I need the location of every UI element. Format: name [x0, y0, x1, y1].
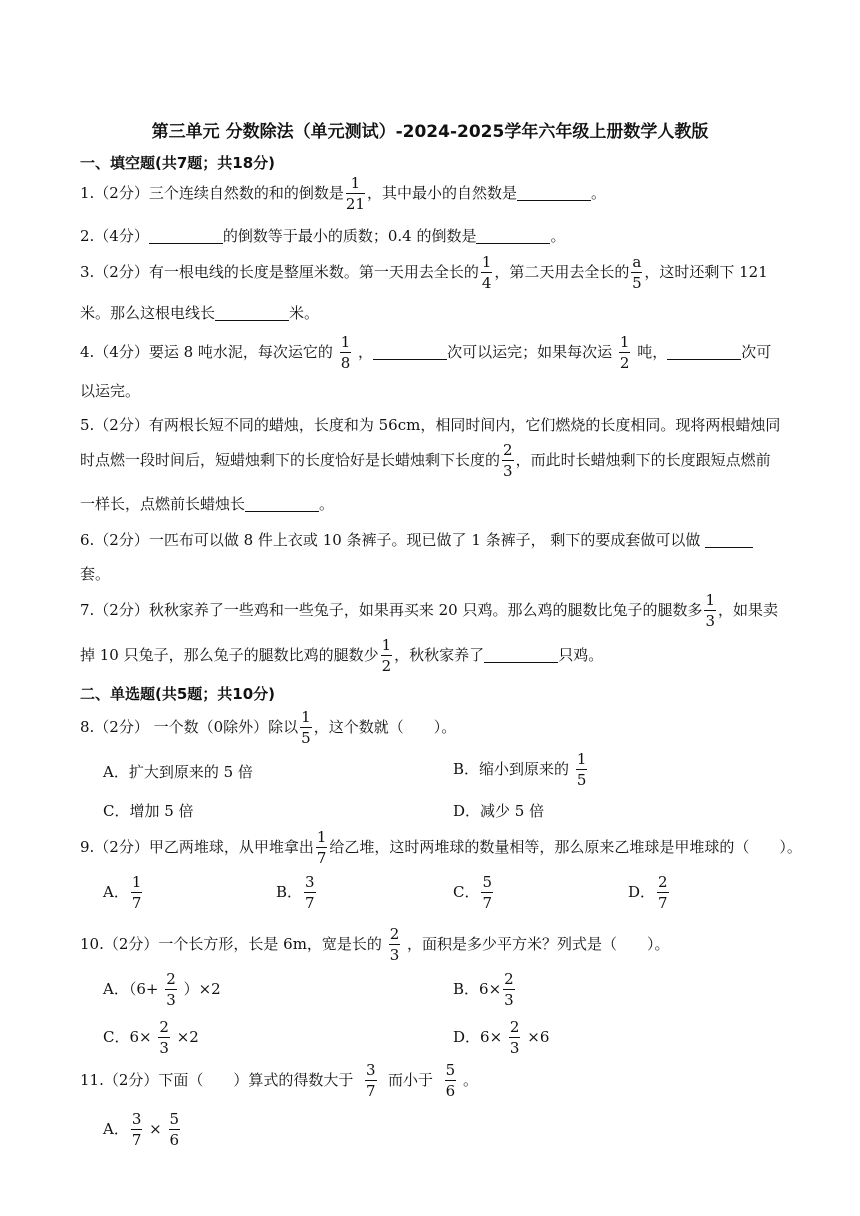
option-b[interactable]: B． $\frac{3}{7}$	[276, 873, 315, 912]
fraction: $\frac{3}{7}$	[131, 1110, 142, 1149]
fraction: $\frac{5}{7}$	[482, 873, 493, 912]
answer-blank[interactable]	[245, 495, 319, 512]
fraction: $\frac{2}{3}$	[504, 970, 514, 1009]
option-a[interactable]: A．扩大到原来的 5 倍	[103, 763, 253, 781]
fraction: $\frac{1}{7}$	[131, 873, 142, 912]
question-9: 9.（2分）甲乙两堆球，从甲堆拿出 $\frac{1}{7}$ 给乙堆，这时两堆球的数量相等，那么原来乙堆球是甲堆球的（ ）。	[80, 828, 802, 867]
fraction: $\frac{5}{6}$	[169, 1110, 180, 1149]
option-a[interactable]: A．（6+ $\frac{2}{3}$ ）×2	[103, 970, 221, 1009]
fraction: $\frac{2}{3}$	[159, 1018, 169, 1057]
fraction: $\frac{2}{3}$	[503, 441, 513, 480]
question-4-line-2: 以运完。	[80, 382, 141, 400]
question-1: 1.（2分）三个连续自然数的和的倒数是 $\frac{1}{21}$ ，其中最小的自然数是 。	[80, 174, 606, 213]
option-d[interactable]: D．减少 5 倍	[453, 802, 545, 820]
fraction: $\frac{5}{6}$	[445, 1061, 456, 1100]
question-4: 4.（4分）要运 8 吨水泥，每次运它的 $\frac{1}{8}$ ， 次可以运完；如果每次运 $\frac{1}{2}$ 吨， 次可	[80, 333, 772, 372]
fraction: $\frac{2}{3}$	[166, 970, 176, 1009]
answer-blank[interactable]	[215, 304, 289, 321]
answer-blank[interactable]	[667, 343, 741, 360]
option-c[interactable]: C． $\frac{5}{7}$	[453, 873, 493, 912]
question-5-line-2: 时点燃一段时间后，短蜡烛剩下的长度恰好是长蜡烛剩下长度的 $\frac{2}{3}$ ，而此时长蜡烛剩下的长度跟短点燃前	[80, 441, 771, 480]
answer-blank[interactable]	[484, 646, 558, 663]
option-b[interactable]: B．缩小到原来的 $\frac{1}{5}$	[453, 750, 587, 789]
fraction: $\frac{1}{5}$	[301, 708, 311, 747]
answer-blank[interactable]	[373, 343, 447, 360]
option-b[interactable]: B．6× $\frac{2}{3}$	[453, 970, 514, 1009]
question-6: 6.（2分）一匹布可以做 8 件上衣或 10 条裤子。现已做了 1 条裤子， 剩下的要成套做可以做	[80, 530, 810, 550]
answer-blank[interactable]	[149, 227, 223, 244]
page-title: 第三单元 分数除法（单元测试）-2024-2025学年六年级上册数学人教版	[151, 122, 709, 142]
option-c[interactable]: C．6× $\frac{2}{3}$ ×2	[103, 1018, 199, 1057]
fraction: $\frac{1}{7}$	[316, 828, 327, 867]
fraction: $\frac{1}{4}$	[481, 253, 492, 292]
option-d[interactable]: D．6× $\frac{2}{3}$ ×6	[453, 1018, 550, 1057]
question-3-line-2: 米。那么这根电线长 米。	[80, 304, 320, 322]
answer-blank[interactable]	[705, 531, 753, 548]
fraction: $\frac{1}{21}$	[345, 174, 365, 213]
fraction: $\frac{1}{8}$	[340, 333, 351, 372]
question-5: 5.（2分）有两根长短不同的蜡烛，长度和为 56cm，相同时间内，它们燃烧的长度相同。现将两根蜡烛同	[80, 416, 781, 434]
section-single-choice-heading: 二、单选题(共5题；共10分)	[80, 685, 276, 703]
question-10: 10.（2分）一个长方形，长是 6m，宽是长的 $\frac{2}{3}$ ，面积是多少平方米？列式是（ ）。	[80, 925, 670, 964]
option-a[interactable]: A． $\frac{3}{7}$ × $\frac{5}{6}$	[103, 1110, 180, 1149]
question-8: 8.（2分） 一个数（0除外）除以 $\frac{1}{5}$ ，这个数就（ ）。	[80, 708, 457, 747]
question-7-line-2: 掉 10 只兔子，那么兔子的腿数比鸡的腿数少 $\frac{1}{2}$ ，秋秋家养了 只鸡。	[80, 636, 604, 675]
fraction: $\frac{1}{5}$	[576, 750, 587, 789]
fraction: $\frac{1}{2}$	[619, 333, 630, 372]
question-7: 7.（2分）秋秋家养了一些鸡和一些兔子，如果再买来 20 只鸡。那么鸡的腿数比兔子的腿数多 $\frac{1}{3}$ ，如果卖	[80, 591, 779, 630]
fraction: $\frac{1}{3}$	[705, 591, 716, 630]
fraction: $\frac{3}{7}$	[305, 873, 315, 912]
answer-blank[interactable]	[476, 227, 550, 244]
question-6-line-2: 套。	[80, 565, 111, 583]
option-a[interactable]: A． $\frac{1}{7}$	[103, 873, 142, 912]
question-11: 11.（2分）下面（ ）算式的得数大于 $\frac{3}{7}$ 而小于 $\frac{5}{6}$ 。	[80, 1061, 478, 1100]
fraction: $\frac{a}{5}$	[632, 253, 642, 292]
question-5-line-3: 一样长，点燃前长蜡烛长 。	[80, 495, 335, 513]
fraction: $\frac{1}{2}$	[381, 636, 392, 675]
question-2: 2.（4分） 的倒数等于最小的质数；0.4 的倒数是 。	[80, 227, 566, 245]
answer-blank[interactable]	[517, 184, 591, 201]
section-fill-blank-heading: 一、填空题(共7题；共18分)	[80, 154, 276, 172]
fraction: $\frac{3}{7}$	[365, 1061, 376, 1100]
question-3: 3.（2分）有一根电线的长度是整厘米数。第一天用去全长的 $\frac{1}{4}$ ，第二天用去全长的 $\frac{a}{5}$ ，这时还剩下 121	[80, 253, 768, 292]
fraction: $\frac{2}{3}$	[509, 1018, 520, 1057]
fraction: $\frac{2}{3}$	[389, 925, 400, 964]
option-c[interactable]: C．增加 5 倍	[103, 802, 194, 820]
fraction: $\frac{2}{7}$	[658, 873, 668, 912]
option-d[interactable]: D． $\frac{2}{7}$	[628, 873, 668, 912]
